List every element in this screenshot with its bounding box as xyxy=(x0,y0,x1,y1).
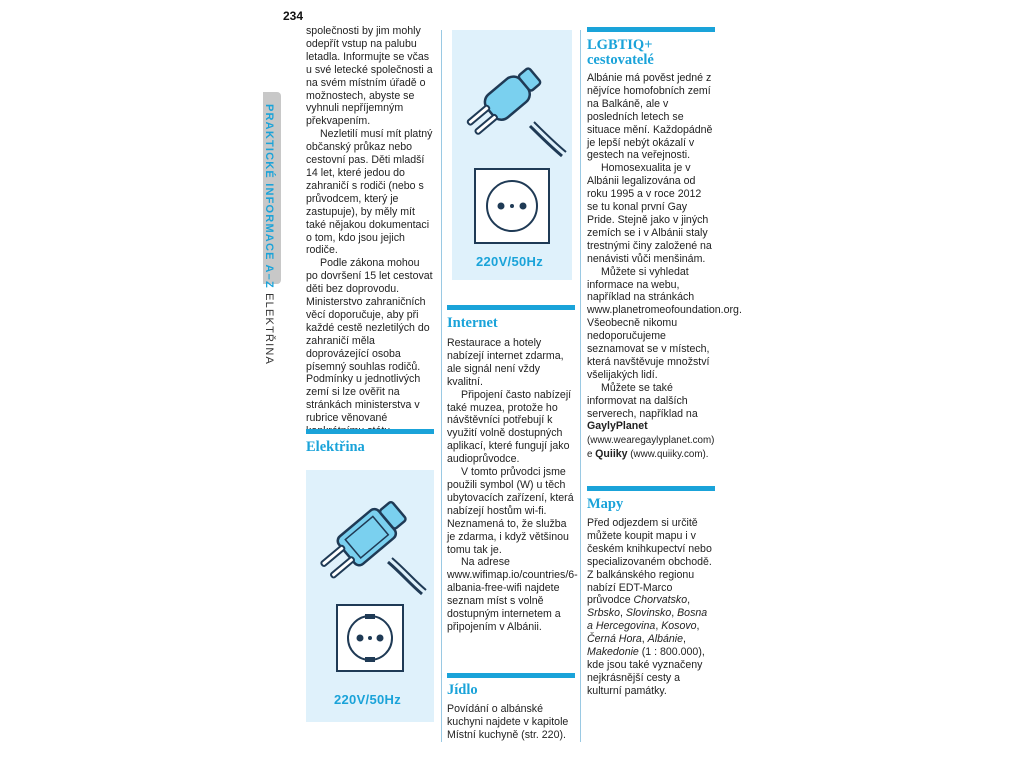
section-bar xyxy=(447,673,575,678)
food-text xyxy=(447,703,575,742)
section-heading-lgbt xyxy=(587,38,654,68)
plug-icon xyxy=(306,470,434,600)
text-run: Před odjezdem si určitě můžete koupit mapu i v českém knihkupectví nebo specializovaném obchodě. Z balkánského regionu nabízí EDT-Marco průvodce xyxy=(587,517,712,607)
paragraph: Albánie má pověst jedné z nějvíce homofobních zemí na Balkáně, ale v posledních letech se situace mění. Každopádně je lepší nebýt okázalí v gestech na veřejnosti. xyxy=(587,72,713,162)
section-bar xyxy=(587,27,715,32)
paragraph: Nezletilí musí mít platný občanský průkaz nebo cestovní pas. Děti mladší 14 let, které jedou do zahraničí s rodiči (nebo s průvodcem, který je zastupuje), by měly mít také nějakou dokumentaci o tom, kdo jsou jejich rodiče. xyxy=(306,128,433,257)
electricity-figure xyxy=(306,470,434,722)
section-bar xyxy=(447,305,575,310)
server-name: GaylyPlanet xyxy=(587,420,648,433)
guide-title: Srbsko xyxy=(587,607,620,620)
paragraph: Homosexualita je v Albánii legalizována od roku 1995 a v roce 2012 se tu konal první Gay Pride. Stejně jako v jiných zemích se i v Albánii staly trestnými činy založené na nenávisti vůči menšinám. xyxy=(587,162,712,265)
side-tab-topic: ELEKTŘINA xyxy=(263,293,275,366)
separator: , xyxy=(696,620,700,633)
paragraph xyxy=(587,517,715,698)
guide-title: Černá Hora xyxy=(587,633,642,646)
guide-title: Albánie xyxy=(647,633,683,646)
text-run: (1 : 800.000), kde jsou také vyznačeny nejkrásnější cesty a kulturní památky. xyxy=(587,646,705,697)
internet-text xyxy=(447,337,578,634)
paragraph: V tomto průvodci jsme použili symbol (W) u těch ubytovacích zařízení, která nabízejí hostům wi-fi. Neznamená to, že služba je zdarma, i když většinou tomu tak je. xyxy=(447,466,574,556)
section-bar xyxy=(587,486,715,491)
section-heading-food: Jídlo xyxy=(447,682,478,698)
separator: , xyxy=(683,633,686,646)
plug-icon xyxy=(452,30,572,160)
socket-icon xyxy=(335,603,405,673)
socket-icon xyxy=(473,167,551,245)
separator: , xyxy=(641,633,648,646)
section-heading-maps: Mapy xyxy=(587,496,624,512)
voltage-label: 220V/50Hz xyxy=(476,254,544,269)
separator: , xyxy=(619,607,626,620)
separator: , xyxy=(655,620,662,633)
maps-text xyxy=(587,517,715,698)
lgbt-text xyxy=(587,72,742,462)
guide-title: Chorvatsko xyxy=(633,594,688,607)
guide-title: Kosovo xyxy=(661,620,697,633)
paragraph: společnosti by jim mohly odepřít vstup na palubu letadla. Informujte se včas u své letecké společnosti a na svém místním úřadě o možnostech, abyste se vyhnuli nepříjemným překvapením. xyxy=(306,25,433,128)
paragraph: Můžete si vyhledat informace na webu, například na stránkách www.planetromeofoundation.org. Všeobecně nikomu nedoporučujeme seznamovat se v místech, která navštěvuje množství všelijakých lidí. xyxy=(587,265,742,381)
section-heading-lgbt-line2: cestovatelé xyxy=(587,52,654,68)
side-tab-section: PRAKTICKÉ INFORMACE A–Z xyxy=(263,104,275,289)
paragraph: Na adrese www.wifimap.io/countries/6-albania-free-wifi najdete seznam míst s volně dostupným internetem a připojením v Albánii. xyxy=(447,556,578,633)
guide-title: Slovinsko xyxy=(625,607,672,620)
voltage-label: 220V/50Hz xyxy=(334,692,402,707)
electricity-figure xyxy=(452,30,572,280)
paragraph xyxy=(587,382,715,462)
text-run: Můžete se také informovat na dalších serverech, například na xyxy=(587,381,698,420)
paragraph: Restaurace a hotely nabízejí internet zdarma, ale signál není vždy kvalitní. xyxy=(447,337,564,388)
guide-title: Makedonie xyxy=(587,646,639,659)
section-heading-lgbt-line1: LGBTIQ+ xyxy=(587,37,653,53)
section-heading-electricity: Elektřina xyxy=(306,439,365,455)
column-1 xyxy=(306,25,434,438)
url-text: (www.quiiky.com). xyxy=(627,449,709,461)
paragraph: Připojení často nabízejí také muzea, protože ho návštěvníci potřebují k využití volně dostupných aplikací, které fungují jako audioprůvodce. xyxy=(447,388,572,466)
separator: , xyxy=(671,607,678,620)
side-tab-label xyxy=(263,104,275,365)
section-heading-internet: Internet xyxy=(447,315,498,331)
section-bar xyxy=(306,429,434,434)
separator: , xyxy=(687,594,691,607)
column-divider xyxy=(580,30,581,742)
url-text: (www.wearegaylyplanet.com) e xyxy=(587,435,715,461)
paragraph: Povídání o albánské kuchyni najdete v kapitole Místní kuchyně (str. 220). xyxy=(447,703,569,741)
page-number: 234 xyxy=(283,9,304,23)
column-divider xyxy=(441,30,442,742)
server-name: Quiiky xyxy=(595,448,628,461)
paragraph: Podle zákona mohou po dovršení 15 let cestovat děti bez doprovodu. Ministerstvo zahraničních věcí doporučuje, aby při každé cestě nezletilých do zahraničí měla doprovázející osoba písemný souhlas rodičů. Podmínky u jednotlivých zemí si lze ověřit na stránkách ministerstva v rubrice věnované xyxy=(306,257,433,425)
guide-title: Bosna a Hercegovina xyxy=(587,607,708,633)
